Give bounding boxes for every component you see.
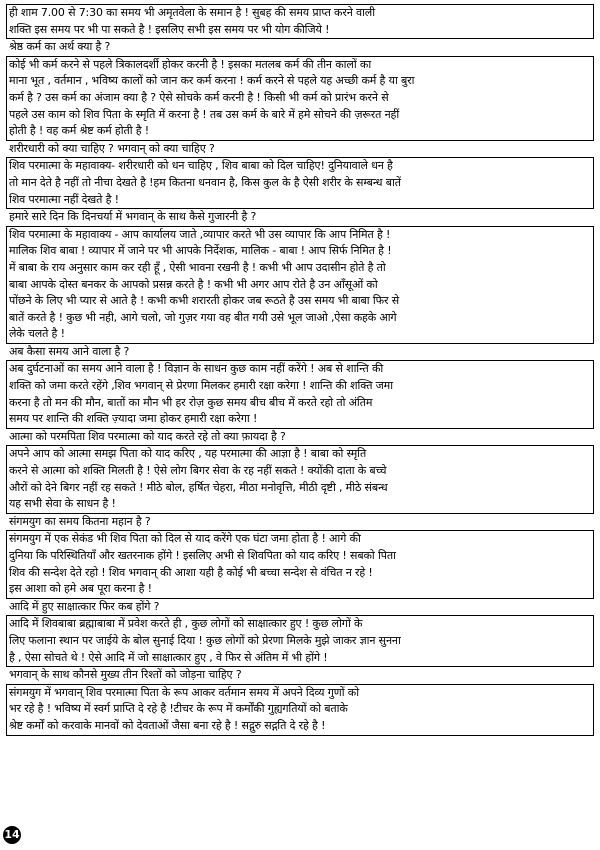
text-line: शिव परमात्मा के महावाक्य- शरीरधारी को धन चाहिए , शिव बाबा को दिल चाहिए! दुनियावाले धन है: [9, 159, 393, 173]
question-heading: [6, 599, 594, 616]
text-line: पहले उस काम को शिव पिता के स्मृति में करना है ! तब उस कर्म के बारे में हमे सोचने की ज़रूरत नहीं: [9, 107, 400, 121]
text-line: समय पर शान्ति की शक्ति ज़्यादा जमा होकर हमारी रक्षा करेगा !: [9, 412, 258, 426]
answer-box: [6, 360, 594, 428]
text-line: संगमयुग में भगवान् शिव परमात्मा पिता के रूप आकर वर्तमान समय में अपने दिव्य गुणों को: [9, 685, 359, 699]
text-line: भगवान् के साथ कौनसे मुख्य तीन रिश्तों को जोड़ना चाहिए ?: [9, 668, 242, 682]
text-line: अब दुर्घटनाओं का समय आने वाला है ! विज्ञान के साधन कुछ काम नहीं करेंगे ! अब से शान्ति की: [9, 362, 384, 376]
answer-box: [6, 445, 594, 513]
text-line: ही शाम 7.00 से 7:30 का समय भी अमृतवेला के समान है ! सुबह की समय प्राप्त करने वाली: [9, 6, 375, 19]
text-line: आदि में शिवबाबा ब्रह्माबाबा में प्रवेश करते ही , कुछ लोगों को साक्षात्कार हुए ! कुछ लोगों के: [9, 617, 363, 631]
answer-box: [6, 226, 594, 344]
text-line: होती है ! वह कर्म श्रेष्ट कर्म होती है !: [9, 124, 150, 138]
document-page: [6, 4, 594, 736]
text-line: शक्ति इस समय पर भी पा सकते है ! इसलिए सभी इस समय पर भी योग कीजिये !: [9, 22, 330, 36]
text-line: पोंछने के लिए भी प्यार से आते है ! कभी कभी शरारती होकर जब रूठते है उस समय भी बाबा फिर से: [9, 294, 399, 308]
text-line: श्रेष्ठ कर्म का अर्थ क्या है ?: [9, 40, 111, 54]
answer-box: [6, 530, 594, 598]
text-line: शरीरधारी को क्या चाहिए ? भगवान् को क्या चाहिए ?: [9, 141, 215, 155]
question-heading: [6, 141, 594, 158]
text-line: है , ऐसा सोचते थे ! ऐसे आदि में जो साक्षात्कार हुए , वे फिर से अंतिम में भी होंगे !: [9, 650, 328, 664]
text-line: करना है तो मन की मौन, बातों का मौन भी हर रोज़ कुछ समय बीच बीच में करते रहो तो अंतिम: [9, 395, 373, 409]
question-heading: [6, 39, 594, 56]
text-line: दुनिया कि परिस्थितियाँ और खतरनाक होंगे ! इसलिए अभी से शिवपिता को याद करिए ! सबको पिता: [9, 549, 396, 562]
text-line: कर्म है ? उस कर्म का अंजाम क्या है ? ऐसे सोचके कर्म करनी है ! किसी भी कर्म को प्रारंभ करने से: [9, 90, 389, 104]
answer-box: [6, 56, 594, 141]
text-line: हमारे सारे दिन कि दिनचर्या में भगवान् के साथ कैसे गुजारनी है ?: [9, 210, 257, 224]
page-number: 14: [3, 826, 21, 844]
text-line: लेके चलते है !: [9, 327, 65, 341]
text-line: शिव की सन्देश देते रहो ! शिव भगवान् की आशा यही है कोई भी बच्चा सन्देश से वंचित न रहे !: [9, 565, 373, 579]
question-heading: [6, 209, 594, 226]
text-line: शक्ति को जमा करते रहेंगे ,शिव भगवान् से प्रेरणा मिलकर हमारी रक्षा करेगा ! शान्ति की शक्ति जमा: [9, 379, 393, 393]
text-line: करने से आत्मा को शक्ति मिलती है ! ऐसे लोग बिगर सेवा के रह नहीं सकते ! क्योंकी दाता के बच्चे: [9, 464, 387, 478]
text-line: आत्मा को परमपिता शिव परमात्मा को याद करते रहे तो क्या फ़ायदा है ?: [9, 429, 286, 443]
text-line: इस आशा को हमे अब पूरा करना है !: [9, 582, 152, 596]
text-line: आदि में हुए साक्षात्कार फिर कब होंगे ?: [9, 599, 160, 613]
text-line: संगमयुग का समय कितना महान है ?: [9, 514, 151, 528]
text-line: लिए फलाना स्थान पर जाईये के बोल सुनाई दिया ! कुछ लोगों को प्रेरणा मिलके मुझे जाकर ज्ञान सुनना: [9, 633, 401, 647]
question-heading: [6, 667, 594, 684]
question-heading: [6, 344, 594, 361]
text-line: मालिक शिव बाबा ! व्यापार में जाने पर भी आपके निर्देशक, मालिक - बाबा ! आप सिर्फ निमित है !: [9, 244, 392, 258]
text-line: में बाबा के राय अनुसार काम कर रही हूँ , ऐसी भावना रखनी है ! कभी भी आप उदासीन होते है तो: [9, 260, 386, 274]
text-line: माना भूत , वर्तमान , भविष्य कालों को जान कर कर्म करना ! कर्म करने से पहले यह अच्छी कर्म है या बुरा: [9, 74, 415, 88]
answer-box: [6, 4, 594, 39]
text-line: संगमयुग में एक सेकंड भी शिव पिता को दिल से याद करेंगे एक घंटा जमा होता है ! आगे की: [9, 532, 361, 546]
text-line: अपने आप को आत्मा समझ पिता को याद करिए , यह परमात्मा की आज्ञा है ! बाबा को स्मृति: [9, 447, 367, 461]
text-line: अब कैसा समय आने वाला है ?: [9, 344, 130, 358]
answer-box: [6, 615, 594, 667]
answer-box: [6, 157, 594, 209]
text-line: शिव परमात्मा के महावाक्य - आप कार्यालय जाते ,व्यापार करते भी उस व्यापार कि आप निमित है !: [9, 227, 391, 241]
text-line: कोई भी कर्म करने से पहले त्रिकालदर्शी होकर करनी है ! इसका मतलब कर्म की तीन कालों का: [9, 57, 372, 71]
text-line: भर रहे है ! भविष्य में स्वर्ग प्राप्ति दे रहे है !टीचर के रूप में कर्मोंकी गुह्यगतियों को बताके: [9, 702, 348, 716]
text-line: यह सभी सेवा के साधन है !: [9, 497, 116, 511]
text-line: औरों को देने बिगर नहीं रह सकते ! मीठे बोल, हर्षित चेहरा, मीठा मनोवृत्ति, मीठी दृष्टी , मीठे संबन्ध: [9, 480, 388, 494]
text-line: बातें करते है ! कुछ भी नही, आगे चलो, जो गुज़र गया वह बीत गयी उसे भूल जाओ ,ऐसा कहके आगे: [9, 310, 397, 324]
answer-box: [6, 684, 594, 736]
question-heading: [6, 514, 594, 531]
text-line: शिव परमात्मा नहीं देखते है !: [9, 192, 119, 206]
text-line: श्रेष्ट कर्मों को करवाके मानवों को देवताओं जैसा बना रहे है ! सद्गुरु सद्गति दे रहे है !: [9, 718, 326, 732]
text-line: बाबा आपके दोस्त बनकर के आपको प्रसन्न करते है ! कभी भी अगर आप रोते है उन आँसूओं को: [9, 277, 378, 291]
text-line: तो मान देते है नहीं तो नीचा देखते है !हम कितना धनवान है, किस कुल के है ऐसी शरीर के सम्बन्ध बातें: [9, 175, 401, 189]
question-heading: [6, 429, 594, 446]
